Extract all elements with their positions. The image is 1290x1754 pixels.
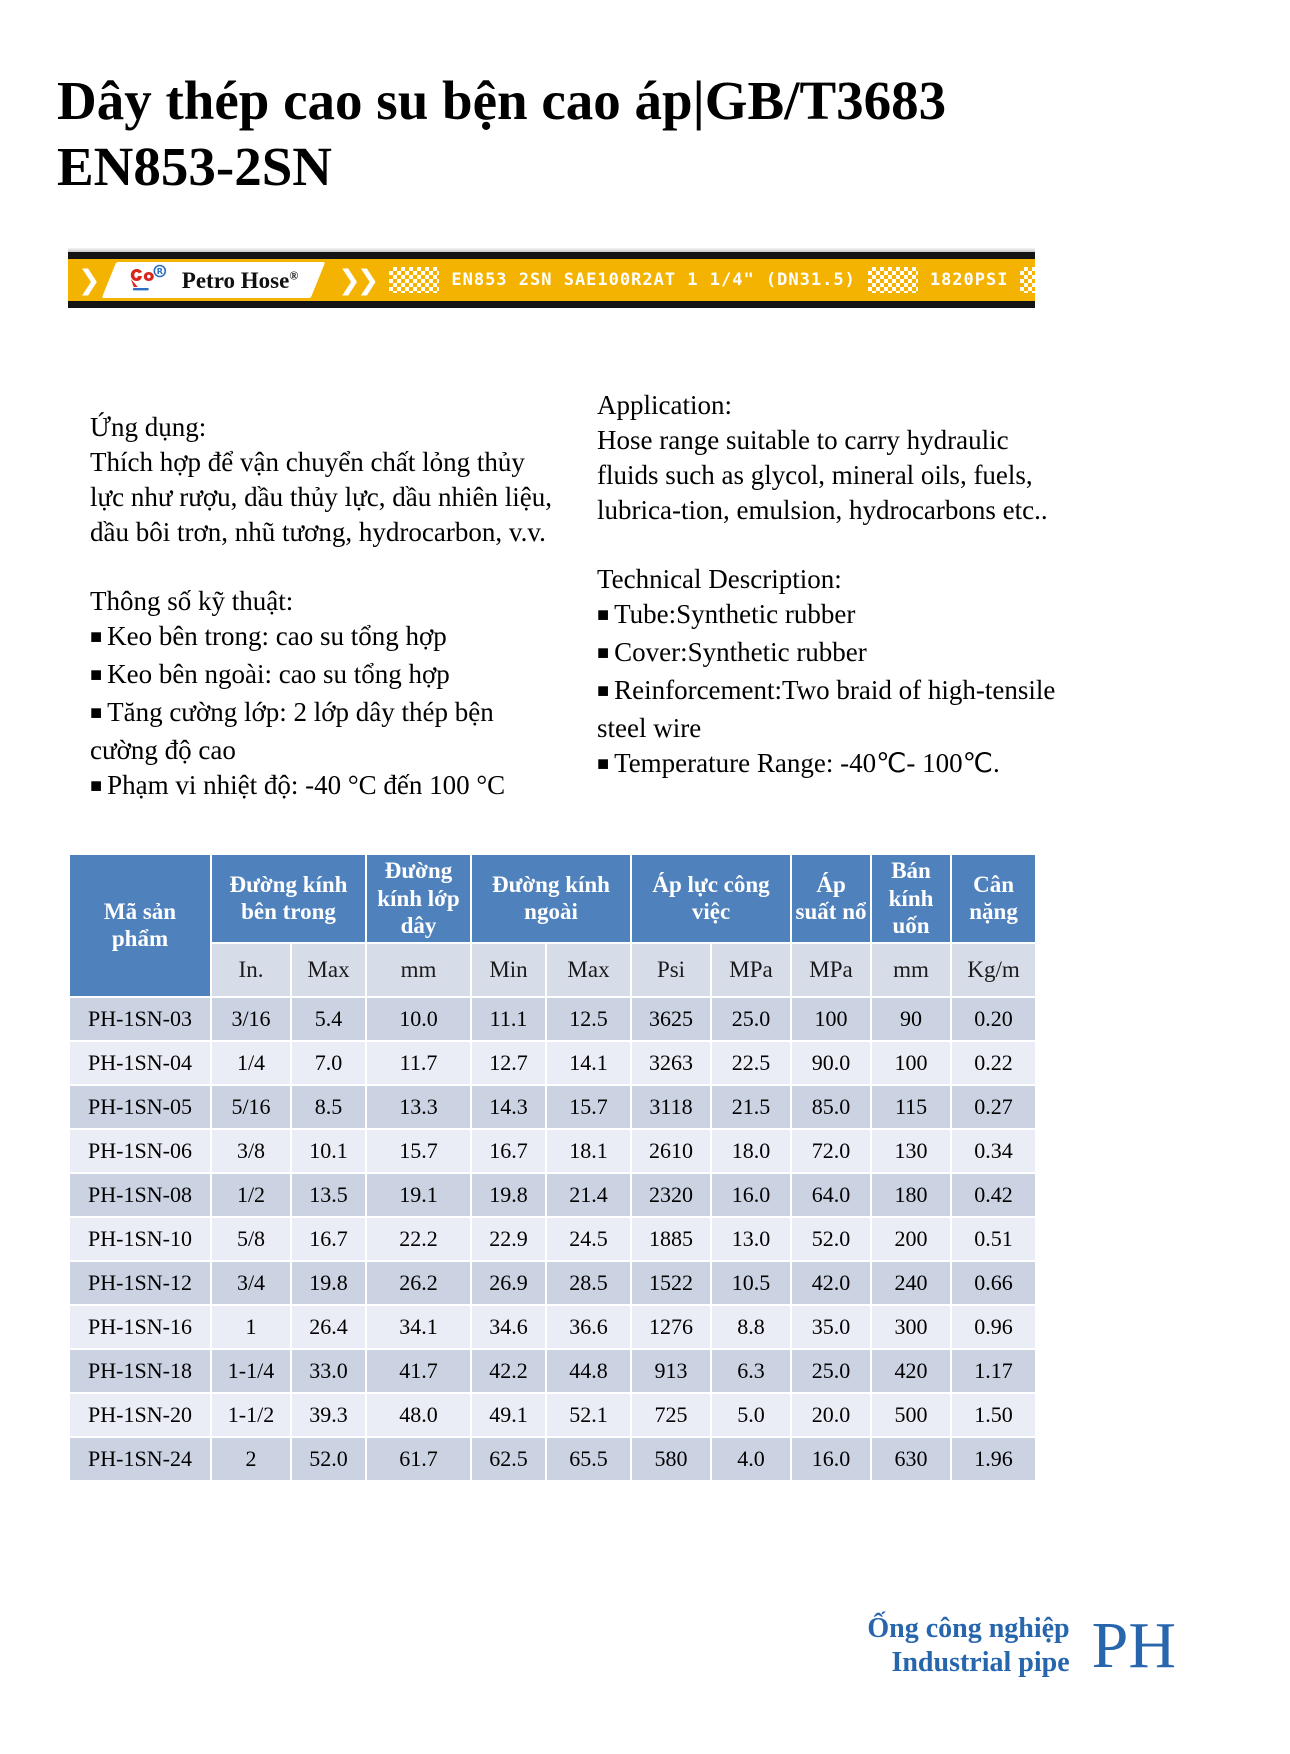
table-cell: 3263: [631, 1041, 711, 1085]
table-cell: 3625: [631, 997, 711, 1041]
table-cell: 5.0: [711, 1393, 791, 1437]
application-en-title: Application:: [597, 390, 732, 420]
table-cell: 19.1: [366, 1173, 471, 1217]
table-row: [69, 1349, 1036, 1393]
page-title-line2: EN853-2SN: [57, 136, 333, 197]
table-cell: 22.5: [711, 1041, 791, 1085]
footer-tagline-vi: Ống công nghiệp: [867, 1613, 1070, 1644]
table-cell: 21.5: [711, 1085, 791, 1129]
table-group-header: Bán kính uốn: [871, 854, 951, 943]
product-code-cell: PH-1SN-08: [69, 1173, 211, 1217]
table-subheader-cell: Max: [546, 943, 631, 997]
table-cell: 10.0: [366, 997, 471, 1041]
table-cell: 19.8: [291, 1261, 366, 1305]
table-row: [69, 1261, 1036, 1305]
table-cell: 15.7: [366, 1129, 471, 1173]
footer-tagline-en: Industrial pipe: [891, 1647, 1070, 1678]
hose-flame-text: FLAME RESISTANT MSHA 2G-10-14C/44: [1188, 270, 1290, 290]
spec-vi-list: [90, 619, 563, 806]
table-cell: 6.3: [711, 1349, 791, 1393]
table-cell: 3/8: [211, 1129, 291, 1173]
table-cell: 26.9: [471, 1261, 546, 1305]
spec-item: ■ Phạm vi nhiệt độ: -40 °C đến 100 °C: [90, 768, 563, 806]
table-cell: 52.1: [546, 1393, 631, 1437]
table-cell: 12.7: [471, 1041, 546, 1085]
petro-hose-logo-icon: [129, 263, 173, 298]
banner-black-bar-top: [68, 252, 1035, 259]
table-subheader-cell: Max: [291, 943, 366, 997]
table-cell: 1.50: [951, 1393, 1036, 1437]
table-group-header: Đường kính lớp dây: [366, 854, 471, 943]
table-cell: 580: [631, 1437, 711, 1481]
table-cell: 130: [871, 1129, 951, 1173]
hose-psi-text: 1820PSI: [929, 270, 1009, 290]
tech-en-title: Technical Description:: [597, 564, 842, 594]
table-cell: 15.7: [546, 1085, 631, 1129]
table-cell: 19.8: [471, 1173, 546, 1217]
table-cell: 72.0: [791, 1129, 871, 1173]
table-cell: 11.1: [471, 997, 546, 1041]
table-cell: 2320: [631, 1173, 711, 1217]
spec-vi-title: Thông số kỹ thuật:: [90, 586, 294, 616]
table-row: [69, 1393, 1036, 1437]
ma-badge-icon: [1088, 262, 1124, 299]
table-cell: 180: [871, 1173, 951, 1217]
table-cell: 16.0: [711, 1173, 791, 1217]
table-cell: 39.3: [291, 1393, 366, 1437]
chevron-icon: ❯: [78, 264, 97, 296]
table-cell: 48.0: [366, 1393, 471, 1437]
tech-item: ■ Temperature Range: -40℃- 100℃.: [597, 746, 1070, 784]
table-cell: 0.42: [951, 1173, 1036, 1217]
table-cell: 5.4: [291, 997, 366, 1041]
brand-panel: [101, 262, 325, 298]
table-cell: 90: [871, 997, 951, 1041]
table-cell: 16.7: [291, 1217, 366, 1261]
table-cell: 300: [871, 1305, 951, 1349]
registered-mark: ®: [289, 267, 299, 282]
table-cell: 100: [791, 997, 871, 1041]
svg-text:MA: MA: [1095, 271, 1118, 286]
table-cell: 10.5: [711, 1261, 791, 1305]
table-cell: 1-1/4: [211, 1349, 291, 1393]
application-vi-body: Thích hợp để vận chuyển chất lỏng thủy lực như rượu, dầu thủy lực, dầu nhiên liệu, dầu bôi trơn, nhũ tương, hydrocarbon, v.v.: [90, 447, 552, 547]
banner-black-bar-bottom: [68, 301, 1035, 308]
svg-text:R: R: [156, 266, 163, 276]
page-title: [57, 68, 1097, 200]
checker-pattern: [1020, 267, 1070, 293]
table-cell: 5/8: [211, 1217, 291, 1261]
table-cell: 3/4: [211, 1261, 291, 1305]
table-cell: 85.0: [791, 1085, 871, 1129]
table-cell: 12.5: [546, 997, 631, 1041]
product-code-cell: PH-1SN-10: [69, 1217, 211, 1261]
table-row: [69, 1041, 1036, 1085]
table-cell: 725: [631, 1393, 711, 1437]
hose-yellow-body: [68, 259, 1290, 301]
description-columns: [90, 388, 1070, 806]
application-en-body: Hose range suitable to carry hydraulic fluids such as glycol, mineral oils, fuels, lubrica-tion, emulsion, hydrocarbons etc..: [597, 425, 1048, 525]
table-cell: 20.0: [791, 1393, 871, 1437]
table-cell: 0.96: [951, 1305, 1036, 1349]
table-cell: 26.4: [291, 1305, 366, 1349]
table-cell: 28.5: [546, 1261, 631, 1305]
spec-item: ■ Keo bên trong: cao su tổng hợp: [90, 619, 563, 657]
table-cell: 21.4: [546, 1173, 631, 1217]
table-cell: 1/4: [211, 1041, 291, 1085]
product-code-cell: PH-1SN-18: [69, 1349, 211, 1393]
table-cell: 22.2: [366, 1217, 471, 1261]
table-cell: 500: [871, 1393, 951, 1437]
table-cell: 1-1/2: [211, 1393, 291, 1437]
table-cell: 1.17: [951, 1349, 1036, 1393]
table-subheader-cell: Kg/m: [951, 943, 1036, 997]
product-code-cell: PH-1SN-24: [69, 1437, 211, 1481]
ph-logo: PH: [1091, 1609, 1176, 1682]
table-subheader-cell: Psi: [631, 943, 711, 997]
table-row: [69, 997, 1036, 1041]
table-cell: 14.1: [546, 1041, 631, 1085]
table-row: [69, 1305, 1036, 1349]
table-cell: 10.1: [291, 1129, 366, 1173]
table-row: [69, 1217, 1036, 1261]
tech-en-list: [597, 597, 1070, 784]
table-row: [69, 1129, 1036, 1173]
table-cell: 41.7: [366, 1349, 471, 1393]
table-cell: 16.7: [471, 1129, 546, 1173]
table-row: [69, 1437, 1036, 1481]
table-cell: 25.0: [791, 1349, 871, 1393]
table-cell: 22.9: [471, 1217, 546, 1261]
table-cell: 0.22: [951, 1041, 1036, 1085]
table-cell: 16.0: [791, 1437, 871, 1481]
table-group-header: Cân nặng: [951, 854, 1036, 943]
spec-item: ■ Keo bên ngoài: cao su tổng hợp: [90, 657, 563, 695]
table-cell: 5/16: [211, 1085, 291, 1129]
table-cell: 13.0: [711, 1217, 791, 1261]
table-cell: 200: [871, 1217, 951, 1261]
table-cell: 1/2: [211, 1173, 291, 1217]
table-subheader-cell: mm: [366, 943, 471, 997]
table-cell: 13.5: [291, 1173, 366, 1217]
column-vietnamese: [90, 388, 563, 806]
table-cell: 1.96: [951, 1437, 1036, 1481]
table-group-header: Áp lực công việc: [631, 854, 791, 943]
table-group-header: Đường kính bên trong: [211, 854, 366, 943]
table-cell: 52.0: [791, 1217, 871, 1261]
table-cell: 100: [871, 1041, 951, 1085]
table-cell: 3118: [631, 1085, 711, 1129]
tech-item: ■ Tube:Synthetic rubber: [597, 597, 1070, 635]
table-cell: 0.34: [951, 1129, 1036, 1173]
table-cell: 420: [871, 1349, 951, 1393]
table-row: [69, 1173, 1036, 1217]
footer-brand: [867, 1609, 1176, 1682]
table-cell: 64.0: [791, 1173, 871, 1217]
table-cell: 1: [211, 1305, 291, 1349]
table-group-header: Áp suất nổ: [791, 854, 871, 943]
table-cell: 24.5: [546, 1217, 631, 1261]
table-cell: 115: [871, 1085, 951, 1129]
table-cell: 34.1: [366, 1305, 471, 1349]
table-cell: 7.0: [291, 1041, 366, 1085]
product-spec-table: [68, 853, 1037, 1482]
table-cell: 0.51: [951, 1217, 1036, 1261]
table-cell: 35.0: [791, 1305, 871, 1349]
table-cell: 2610: [631, 1129, 711, 1173]
table-row: [69, 1085, 1036, 1129]
product-code-cell: PH-1SN-04: [69, 1041, 211, 1085]
table-cell: 8.8: [711, 1305, 791, 1349]
product-code-cell: PH-1SN-12: [69, 1261, 211, 1305]
application-vi-title: Ứng dụng:: [90, 412, 207, 442]
checker-pattern: [868, 267, 918, 293]
hose-pressure-small: 12.5MPa 125Bar: [1134, 270, 1179, 290]
table-cell: 34.6: [471, 1305, 546, 1349]
table-cell: 42.0: [791, 1261, 871, 1305]
table-cell: 8.5: [291, 1085, 366, 1129]
table-subheader-cell: In.: [211, 943, 291, 997]
table-group-header: Đường kính ngoài: [471, 854, 631, 943]
page-title-line1: Dây thép cao su bện cao áp|GB/T3683: [57, 70, 947, 131]
double-chevron-icon: ❯❯: [338, 264, 376, 296]
table-cell: 240: [871, 1261, 951, 1305]
table-cell: 13.3: [366, 1085, 471, 1129]
table-cell: 49.1: [471, 1393, 546, 1437]
table-cell: 1885: [631, 1217, 711, 1261]
table-cell: 44.8: [546, 1349, 631, 1393]
table-cell: 0.66: [951, 1261, 1036, 1305]
table-cell: 913: [631, 1349, 711, 1393]
table-cell: 36.6: [546, 1305, 631, 1349]
checker-pattern: [389, 267, 439, 293]
table-cell: 33.0: [291, 1349, 366, 1393]
table-cell: 1276: [631, 1305, 711, 1349]
tech-item: ■ Cover:Synthetic rubber: [597, 635, 1070, 673]
table-cell: 0.20: [951, 997, 1036, 1041]
table-cell: 65.5: [546, 1437, 631, 1481]
table-cell: 2: [211, 1437, 291, 1481]
table-cell: 0.27: [951, 1085, 1036, 1129]
product-code-cell: PH-1SN-03: [69, 997, 211, 1041]
table-cell: 18.1: [546, 1129, 631, 1173]
table-cell: 26.2: [366, 1261, 471, 1305]
table-subheader-cell: mm: [871, 943, 951, 997]
footer-tagline: [867, 1612, 1069, 1680]
table-subheader-cell: MPa: [711, 943, 791, 997]
product-code-cell: PH-1SN-16: [69, 1305, 211, 1349]
table-cell: 90.0: [791, 1041, 871, 1085]
spec-item: ■ Tăng cường lớp: 2 lớp dây thép bện cường độ cao: [90, 695, 563, 768]
product-code-cell: PH-1SN-20: [69, 1393, 211, 1437]
product-code-cell: PH-1SN-05: [69, 1085, 211, 1129]
product-code-cell: PH-1SN-06: [69, 1129, 211, 1173]
table-cell: 18.0: [711, 1129, 791, 1173]
table-cell: 3/16: [211, 997, 291, 1041]
table-cell: 11.7: [366, 1041, 471, 1085]
table-cell: 630: [871, 1437, 951, 1481]
table-cell: 52.0: [291, 1437, 366, 1481]
table-corner-header: Mã sản phẩm: [69, 854, 211, 997]
table-cell: 4.0: [711, 1437, 791, 1481]
tech-item: ■ Reinforcement:Two braid of high-tensile steel wire: [597, 673, 1070, 746]
table-subheader-cell: Min: [471, 943, 546, 997]
table-cell: 14.3: [471, 1085, 546, 1129]
table-cell: 1522: [631, 1261, 711, 1305]
table-cell: 42.2: [471, 1349, 546, 1393]
hose-print-text: EN853 2SN SAE100R2AT 1 1/4" (DN31.5): [451, 270, 856, 290]
brand-name: Petro Hose®: [181, 267, 299, 292]
table-cell: 61.7: [366, 1437, 471, 1481]
table-subheader-cell: MPa: [791, 943, 871, 997]
column-english: [597, 388, 1070, 806]
table-cell: 62.5: [471, 1437, 546, 1481]
table-cell: 25.0: [711, 997, 791, 1041]
hose-banner: [68, 248, 1290, 312]
